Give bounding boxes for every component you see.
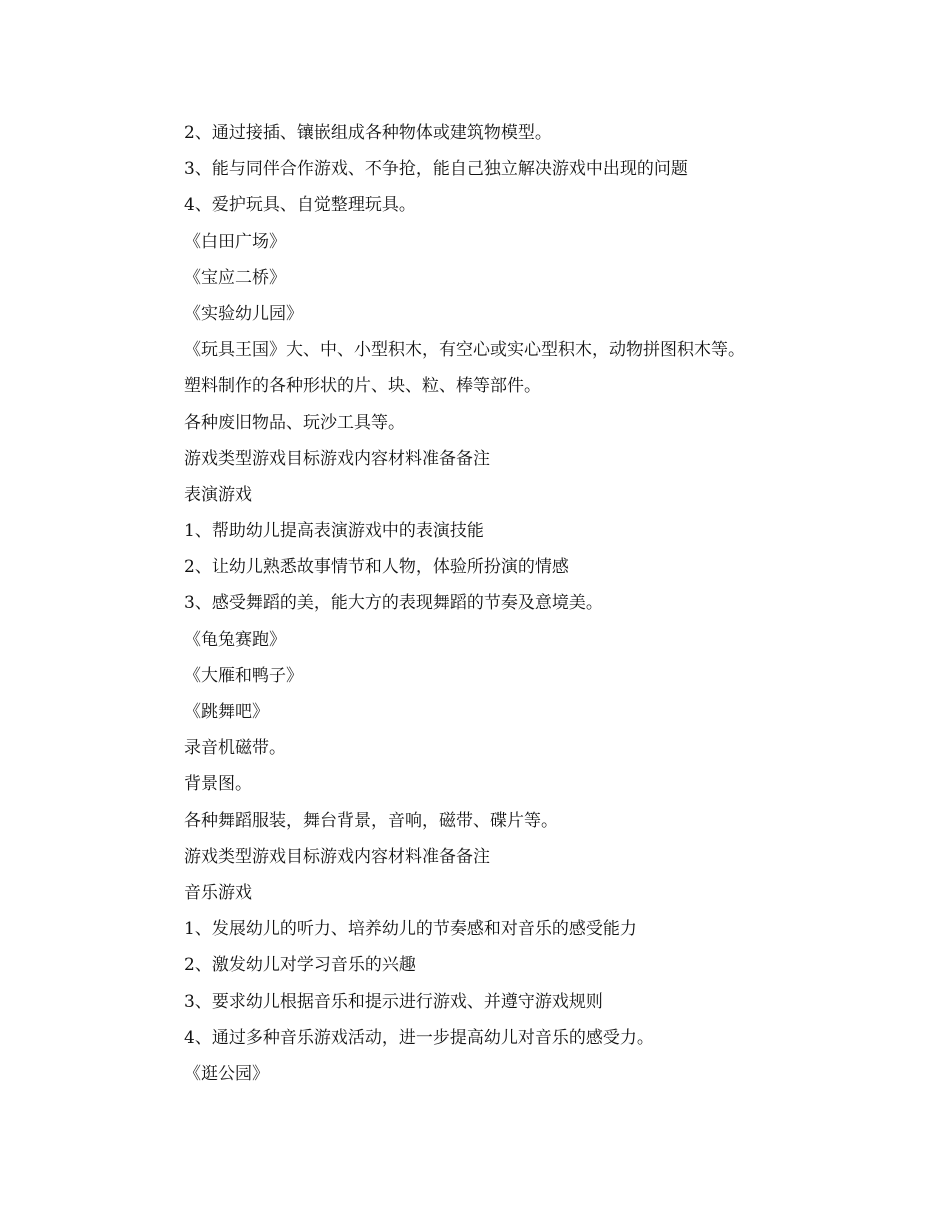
text-line: 各种废旧物品、玩沙工具等。 — [184, 412, 405, 433]
text-line: 《白田广场》 — [184, 231, 286, 252]
section-title: 音乐游戏 — [184, 882, 252, 903]
text-line: 《宝应二桥》 — [184, 267, 286, 288]
text-line: 3、能与同伴合作游戏、不争抢，能自己独立解决游戏中出现的问题 — [184, 159, 688, 180]
text-line: 2、激发幼儿对学习音乐的兴趣 — [184, 955, 416, 976]
text-line: 《跳舞吧》 — [184, 702, 269, 722]
text-line: 3、要求幼儿根据音乐和提示进行游戏、并遵守游戏规则 — [184, 991, 603, 1012]
text-line: 《逛公园》 — [184, 1063, 269, 1084]
section-header-line: 游戏类型游戏目标游戏内容材料准备备注 — [184, 846, 490, 867]
document-body — [184, 115, 904, 1092]
text-line: 1、发展幼儿的听力、培养幼儿的节奏感和对音乐的感受能力 — [184, 919, 637, 940]
text-line: 《大雁和鸭子》 — [184, 665, 303, 686]
text-line: 《实验幼儿园》 — [184, 303, 303, 324]
text-line: 3、感受舞蹈的美，能大方的表现舞蹈的节奏及意境美。 — [184, 593, 603, 614]
text-line: 录音机磁带。 — [184, 738, 286, 759]
section-header-line: 游戏类型游戏目标游戏内容材料准备备注 — [184, 448, 490, 469]
text-line: 4、通过多种音乐游戏活动，进一步提高幼儿对音乐的感受力。 — [184, 1027, 654, 1048]
text-line: 1、帮助幼儿提高表演游戏中的表演技能 — [184, 521, 484, 542]
text-line: 《玩具王国》大、中、小型积木，有空心或实心型积木，动物拼图积木等。 — [184, 340, 745, 361]
section-title: 表演游戏 — [184, 484, 252, 505]
text-line: 塑料制作的各种形状的片、块、粒、棒等部件。 — [184, 376, 541, 397]
text-line: 4、爱护玩具、自觉整理玩具。 — [184, 195, 416, 216]
text-line: 《龟兔赛跑》 — [184, 629, 286, 650]
text-line: 2、让幼儿熟悉故事情节和人物，体验所扮演的情感 — [184, 557, 569, 578]
text-line: 背景图。 — [184, 774, 252, 795]
text-line: 2、通过接插、镶嵌组成各种物体或建筑物模型。 — [184, 123, 552, 143]
text-line: 各种舞蹈服装，舞台背景，音响，磁带、碟片等。 — [184, 810, 558, 831]
